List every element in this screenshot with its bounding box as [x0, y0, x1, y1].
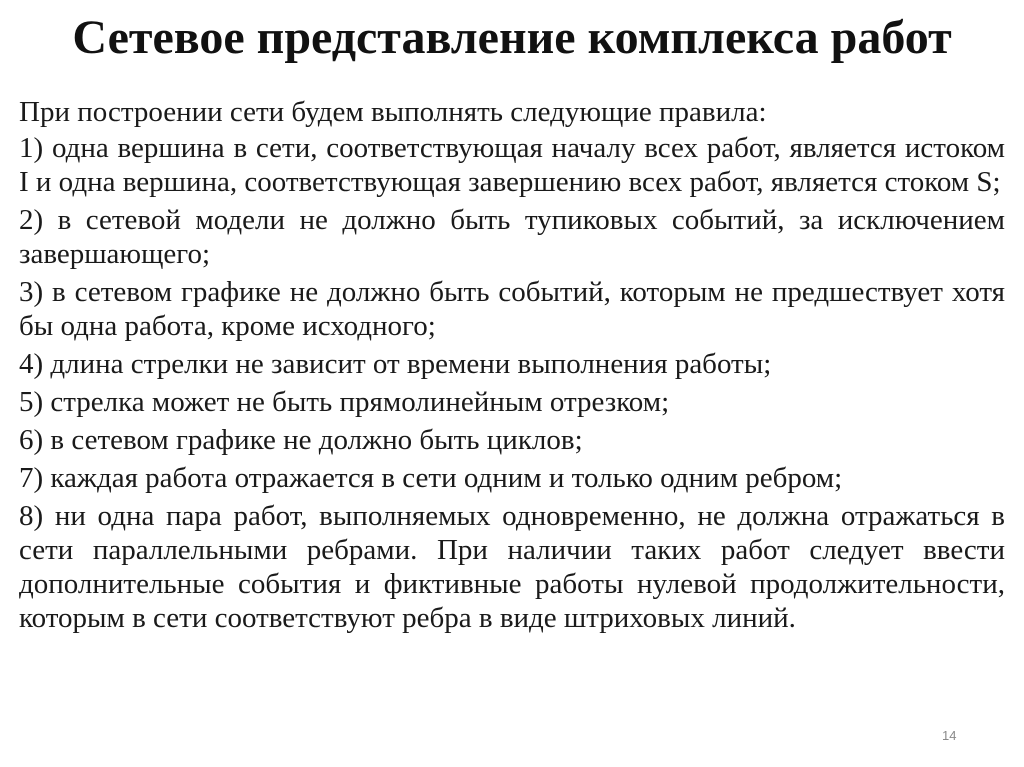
rule-1: 1) одна вершина в сети, соответствующая началу всех работ, является истоком I и одна вершина, соответствующая завершению всех работ, является стоком S; — [19, 132, 1005, 198]
rule-7: 7) каждая работа отражается в сети одним и только одним ребром; — [19, 462, 843, 494]
rule-8: 8) ни одна пара работ, выполняемых одновременно, не должна отражаться в сети параллельными ребрами. При наличии таких работ следует ввести дополнительные события и фиктивные работы нулевой продолжительности, которым в сети соответствуют ребра в виде штриховых линий. — [19, 500, 1005, 634]
rule-3: 3) в сетевом графике не должно быть событий, которым не предшествует хотя бы одна работа, кроме исходного; — [19, 276, 1005, 342]
rule-2: 2) в сетевой модели не должно быть тупиковых событий, за исключением завершающего; — [19, 204, 1005, 270]
slide-body — [19, 95, 1005, 639]
rule-5: 5) стрелка может не быть прямолинейным отрезком; — [19, 386, 670, 418]
page-number: 14 — [942, 728, 957, 743]
rule-4: 4) длина стрелки не зависит от времени выполнения работы; — [19, 348, 772, 380]
intro-text: При построении сети будем выполнять следующие правила: — [19, 96, 767, 128]
rule-6: 6) в сетевом графике не должно быть циклов; — [19, 424, 583, 456]
slide-title: Сетевое представление комплекса работ — [72, 11, 952, 64]
